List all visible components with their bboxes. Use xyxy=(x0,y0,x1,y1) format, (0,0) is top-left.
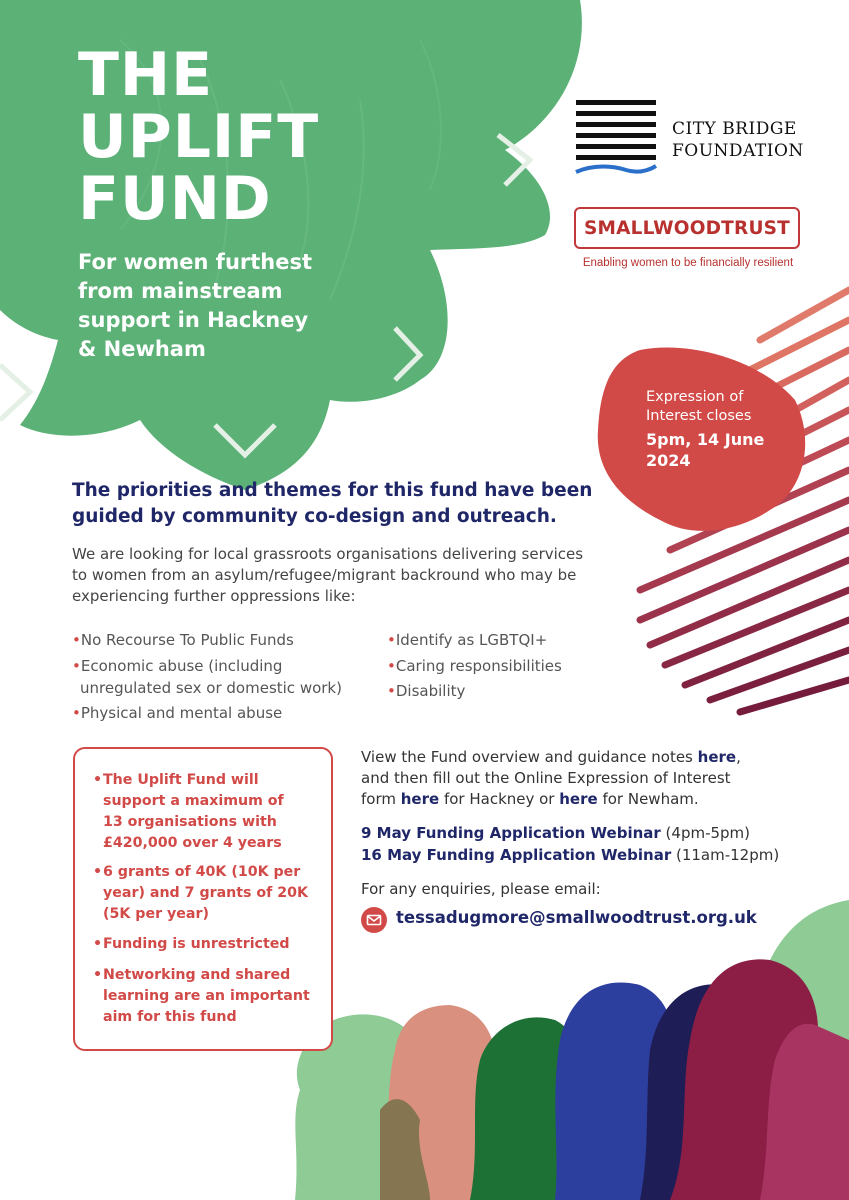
women-silhouettes-graphic xyxy=(295,900,849,1200)
oppression-item xyxy=(72,703,282,723)
fund-fact-line: The Uplift Fund will xyxy=(103,772,259,788)
guidance-line xyxy=(361,789,699,810)
webinar-time: (11am-12pm) xyxy=(671,846,780,864)
fund-fact-line: 6 grants of 40K (10K per xyxy=(103,864,301,880)
smallwood-tagline: Enabling women to be financially resilient xyxy=(582,257,794,269)
fund-fact-line: learning are an important xyxy=(103,988,310,1004)
oppression-text: unregulated sex or domestic work) xyxy=(80,679,342,697)
oppression-text: Economic abuse (including xyxy=(80,657,283,675)
fund-fact-line: aim for this fund xyxy=(103,1009,237,1025)
deadline-year: 2024 xyxy=(646,451,691,470)
subtitle-line: & Newham xyxy=(78,337,206,361)
priorities-heading xyxy=(72,478,612,530)
smallwood-logo xyxy=(574,207,800,249)
deadline-line: Interest closes xyxy=(646,408,752,424)
city-bridge-line1: CITY BRIDGE xyxy=(672,119,797,139)
title-uplift: UPLIFT xyxy=(78,102,320,172)
bullet-icon: • xyxy=(93,864,103,880)
bullet-icon: • xyxy=(387,657,396,675)
deadline-notice xyxy=(646,388,786,471)
oppression-item xyxy=(387,630,547,650)
guidance-line xyxy=(361,747,741,768)
webinar-title: 16 May Funding Application Webinar xyxy=(361,846,672,864)
city-bridge-name xyxy=(672,118,804,162)
oppression-item xyxy=(72,656,282,676)
info-text: and then fill out the Online Expression of Interest xyxy=(361,769,731,787)
deadline-line: Expression of xyxy=(646,389,744,405)
heading-line: The priorities and themes for this fund have been xyxy=(72,480,593,501)
subtitle xyxy=(78,248,358,364)
subtitle-line: from mainstream xyxy=(78,279,283,303)
city-bridge-logo-icon xyxy=(574,100,658,180)
fund-fact-line: year) and 7 grants of 20K xyxy=(103,885,309,901)
info-text: for Newham. xyxy=(597,790,699,808)
bullet-icon: • xyxy=(93,772,103,788)
fund-fact-line: Funding is unrestricted xyxy=(103,936,290,952)
bullet-icon: • xyxy=(72,631,81,649)
title-the: THE xyxy=(78,40,214,110)
fund-fact-line: support a maximum of xyxy=(103,793,284,809)
smallwood-name: SMALLWOODTRUST xyxy=(583,217,791,239)
bullet-icon: • xyxy=(93,936,103,952)
hackney-form-link[interactable]: here xyxy=(400,790,440,808)
subtitle-line: For women furthest xyxy=(78,250,313,274)
oppression-text: No Recourse To Public Funds xyxy=(80,631,294,649)
bullet-icon: • xyxy=(72,704,81,722)
webinar-item xyxy=(361,823,750,844)
deadline-date: 5pm, 14 June xyxy=(646,430,765,449)
info-text: View the Fund overview and guidance notes xyxy=(361,748,698,766)
subtitle-line: support in Hackney xyxy=(78,308,309,332)
enquiries-text: For any enquiries, please email: xyxy=(361,880,601,898)
newham-form-link[interactable]: here xyxy=(559,790,598,808)
title-fund: FUND xyxy=(78,164,272,234)
fund-facts-box xyxy=(73,747,333,1051)
fund-fact-line: Networking and shared xyxy=(103,967,291,983)
fund-fact xyxy=(93,862,333,925)
intro-line: experiencing further oppressions like: xyxy=(72,587,356,605)
oppression-item-continued xyxy=(80,678,342,698)
info-text: for Hackney or xyxy=(439,790,560,808)
fund-fact-line: 13 organisations with xyxy=(103,814,277,830)
info-text: form xyxy=(361,790,401,808)
intro-paragraph xyxy=(72,544,632,607)
bullet-icon: • xyxy=(387,631,396,649)
bullet-icon: • xyxy=(72,657,81,675)
fund-fact-line: £420,000 over 4 years xyxy=(103,835,282,851)
oppression-text: Caring responsibilities xyxy=(395,657,562,675)
fund-fact xyxy=(93,934,333,955)
webinar-time: (4pm-5pm) xyxy=(660,824,751,842)
guidance-notes-link[interactable]: here xyxy=(697,748,737,766)
oppression-item xyxy=(387,681,465,701)
guidance-line xyxy=(361,768,731,789)
bullet-icon: • xyxy=(93,967,103,983)
info-text: , xyxy=(736,748,741,766)
intro-line: We are looking for local grassroots organisations delivering services xyxy=(72,545,584,563)
city-bridge-line2: FOUNDATION xyxy=(672,141,804,161)
oppression-item xyxy=(72,630,294,650)
webinar-item xyxy=(361,845,779,866)
oppression-text: Disability xyxy=(395,682,466,700)
fund-fact xyxy=(93,965,333,1028)
heading-line: guided by community co-design and outreach. xyxy=(72,506,557,527)
oppression-text: Identify as LGBTQI+ xyxy=(395,631,548,649)
oppression-text: Physical and mental abuse xyxy=(80,704,283,722)
mail-icon xyxy=(361,907,387,933)
bullet-icon: • xyxy=(387,682,396,700)
intro-line: to women from an asylum/refugee/migrant backround who may be xyxy=(72,566,577,584)
fund-fact-line: (5K per year) xyxy=(103,906,209,922)
contact-email-link[interactable]: tessadugmore@smallwoodtrust.org.uk xyxy=(396,908,757,927)
fund-fact xyxy=(93,770,333,854)
oppression-item xyxy=(387,656,562,676)
webinar-title: 9 May Funding Application Webinar xyxy=(361,824,661,842)
